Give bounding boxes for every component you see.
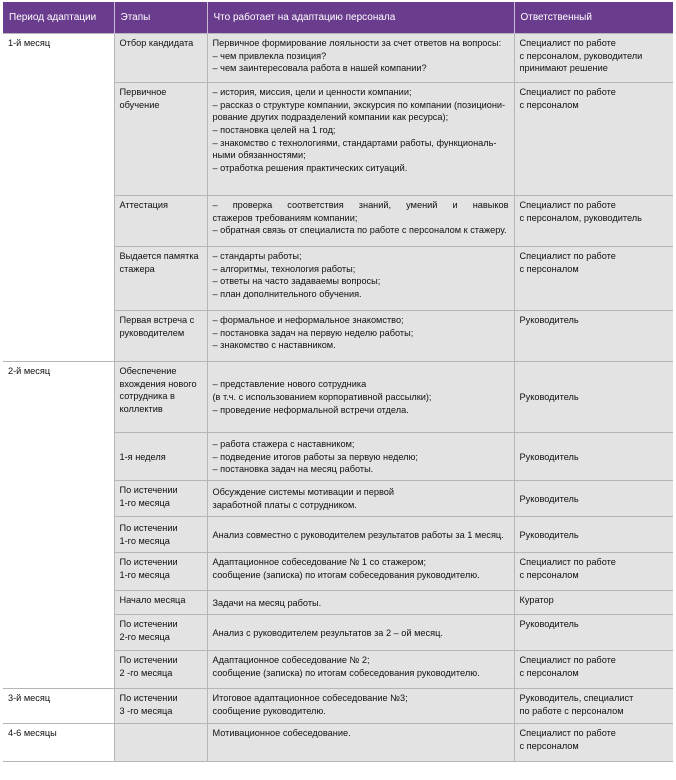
stage-cell-line: По истечении — [119, 523, 178, 534]
what-works-cell-line: – постановка задач на первую неделю работы; — [212, 327, 414, 338]
what-works-cell — [207, 591, 514, 615]
what-works-cell-line: – представление нового сотрудника — [212, 379, 367, 390]
what-works-cell-line: – знакомство с наставником. — [212, 340, 336, 351]
what-works-cell-line: – формальное и неформальное знакомство; — [212, 315, 404, 325]
stage-cell — [114, 724, 207, 762]
responsible-cell-line: с персоналом — [519, 667, 579, 678]
table-body — [3, 34, 673, 762]
stage-cell — [114, 83, 207, 196]
responsible-cell — [514, 196, 673, 247]
what-works-cell-line: – постановка целей на 1 год; — [212, 125, 336, 136]
what-works-cell-line: – постановка задач на месяц работы. — [212, 464, 374, 475]
responsible-cell — [514, 311, 673, 362]
responsible-cell — [514, 689, 673, 724]
stage-cell-line: 1-го месяца — [119, 497, 170, 508]
what-works-cell-line: сообщение руководителю. — [212, 705, 326, 716]
table-header-row — [3, 2, 673, 34]
stage-cell — [114, 689, 207, 724]
stage-cell-line: вхождения нового — [119, 378, 197, 389]
what-works-cell — [207, 247, 514, 311]
what-works-cell-line: – история, миссия, цели и ценности компании; — [212, 87, 412, 97]
what-works-cell — [207, 83, 514, 196]
stage-cell-line: По истечении — [119, 619, 178, 629]
responsible-cell — [514, 553, 673, 591]
what-works-cell-line: Задачи на месяц работы. — [212, 597, 322, 608]
what-works-cell-line: – работа стажера с наставником; — [212, 438, 355, 449]
what-works-cell — [207, 724, 514, 762]
stage-cell-line: Начало месяца — [119, 595, 186, 605]
responsible-cell-line: Специалист по работе — [519, 38, 616, 48]
what-works-cell-line: Адаптационное собеседование № 1 со стажером; — [212, 557, 427, 567]
responsible-cell-line: Специалист по работе — [519, 557, 616, 567]
what-works-cell-line: – план дополнительного обучения. — [212, 289, 362, 300]
period-cell: 1-й месяц — [3, 34, 114, 362]
responsible-cell-line: с персоналом — [519, 99, 579, 110]
what-works-cell-line: – алгоритмы, технология работы; — [212, 263, 356, 274]
responsible-cell-line: с персоналом — [519, 263, 579, 274]
stage-cell-line: 1-го месяца — [119, 536, 170, 546]
what-works-cell — [207, 689, 514, 724]
what-works-cell-line: рование других подразделений компании как ресурса); — [212, 112, 449, 123]
stage-cell-line: По истечении — [119, 557, 178, 567]
responsible-cell-line: Специалист по работе — [519, 655, 616, 665]
responsible-cell — [514, 651, 673, 689]
responsible-cell — [514, 591, 673, 615]
responsible-cell-line: принимают решение — [519, 63, 608, 74]
what-works-cell-line: Итоговое адаптационное собеседование №3; — [212, 693, 408, 703]
what-works-cell-line: заработной платы с сотрудником. — [212, 500, 357, 510]
stage-cell-line: По истечении — [119, 485, 178, 495]
stage-cell — [114, 591, 207, 615]
what-works-cell-line: (в т.ч. с использованием корпоративной рассылки); — [212, 392, 432, 403]
stage-cell — [114, 553, 207, 591]
period-cell: 3-й месяц — [3, 689, 114, 724]
responsible-cell-line: с персоналом — [519, 740, 579, 751]
what-works-cell — [207, 553, 514, 591]
responsible-cell-line: Руководитель — [519, 619, 579, 629]
what-works-cell-line: Анализ с руководителем результатов за 2 – ой месяц. — [212, 627, 443, 638]
what-works-cell — [207, 481, 514, 517]
table-row — [3, 362, 673, 433]
adaptation-table — [3, 2, 673, 762]
responsible-cell-line: Руководитель — [519, 392, 579, 403]
stage-cell-line: руководителем — [119, 327, 185, 338]
what-works-cell-line: ными обязанностями; — [212, 150, 306, 161]
stage-cell-line: Первичное — [119, 87, 167, 97]
stage-cell-line: Обеспечение — [119, 366, 177, 376]
stage-cell — [114, 34, 207, 83]
what-works-cell — [207, 517, 514, 553]
stage-cell-line: 1-го месяца — [119, 569, 170, 580]
what-works-cell-line: – рассказ о структуре компании, экскурсия по компании (позициони- — [212, 99, 506, 110]
responsible-cell-line: Руководитель — [519, 493, 579, 504]
stage-cell — [114, 615, 207, 651]
responsible-cell — [514, 724, 673, 762]
what-works-cell — [207, 615, 514, 651]
responsible-cell — [514, 615, 673, 651]
table-row — [3, 689, 673, 724]
what-works-cell-line: Адаптационное собеседование № 2; — [212, 655, 370, 665]
stage-cell — [114, 517, 207, 553]
responsible-cell — [514, 517, 673, 553]
stage-cell-line: 2-го месяца — [119, 631, 170, 642]
responsible-cell-line: с персоналом, руководители — [519, 50, 643, 61]
what-works-cell-line: – проверка соответствия знаний, умений и навыков — [212, 200, 509, 210]
what-works-cell-line: Обсуждение системы мотивации и первой — [212, 487, 395, 498]
responsible-cell-line: с персоналом, руководитель — [519, 212, 642, 223]
responsible-cell — [514, 247, 673, 311]
what-works-cell-line: – отработка решения практических ситуаций. — [212, 163, 408, 174]
responsible-cell — [514, 362, 673, 433]
table-row — [3, 724, 673, 762]
stage-cell-line: По истечении — [119, 655, 178, 665]
responsible-cell-line: Куратор — [519, 595, 554, 605]
responsible-cell-line: Специалист по работе — [519, 200, 616, 210]
stage-cell — [114, 311, 207, 362]
stage-cell-line: Выдается памятка — [119, 251, 199, 261]
what-works-cell-line: сообщение (записка) по итогам собеседования руководителю. — [212, 667, 480, 678]
responsible-cell — [514, 481, 673, 517]
stage-cell — [114, 481, 207, 517]
responsible-cell-line: Руководитель — [519, 529, 579, 540]
header-what-works: Что работает на адаптацию персонала — [207, 2, 514, 34]
stage-cell — [114, 247, 207, 311]
what-works-cell — [207, 311, 514, 362]
stage-cell-line: обучение — [119, 99, 160, 110]
what-works-cell-line: – чем привлекла позиция? — [212, 50, 327, 61]
stage-cell — [114, 433, 207, 481]
responsible-cell-line: Руководитель — [519, 315, 579, 325]
responsible-cell — [514, 83, 673, 196]
what-works-cell-line: – обратная связь от специалиста по работе с персоналом к стажеру. — [212, 225, 507, 236]
what-works-cell-line: – чем заинтересовала работа в нашей компании? — [212, 63, 427, 74]
header-period: Период адаптации — [3, 2, 114, 34]
what-works-cell — [207, 651, 514, 689]
what-works-cell-line: Первичное формирование лояльности за счет ответов на вопросы: — [212, 38, 502, 48]
what-works-cell-line: – подведение итогов работы за первую неделю; — [212, 451, 418, 462]
stage-cell-line: 2 -го месяца — [119, 667, 173, 678]
stage-cell-line: 3 -го месяца — [119, 705, 173, 716]
stage-cell — [114, 651, 207, 689]
responsible-cell-line: по работе с персоналом — [519, 705, 624, 716]
what-works-cell-line: – знакомство с технологиями, стандартами работы, функциональ- — [212, 137, 497, 148]
responsible-cell-line: Специалист по работе — [519, 728, 616, 738]
period-cell: 2-й месяц — [3, 362, 114, 689]
what-works-cell — [207, 34, 514, 83]
responsible-cell-line: Специалист по работе — [519, 87, 616, 97]
what-works-cell-line: Анализ совместно с руководителем результатов работы за 1 месяц. — [212, 529, 504, 540]
stage-cell-line: сотрудника в — [119, 391, 175, 402]
adaptation-table-container — [3, 2, 675, 762]
stage-cell-line: 1-я неделя — [119, 451, 166, 462]
stage-cell — [114, 196, 207, 247]
what-works-cell-line: – ответы на часто задаваемы вопросы; — [212, 276, 381, 287]
header-stages: Этапы — [114, 2, 207, 34]
what-works-cell-line: – проведение неформальной встречи отдела. — [212, 404, 409, 415]
stage-cell — [114, 362, 207, 433]
stage-cell-line: коллектив — [119, 404, 163, 415]
what-works-cell-line: Мотивационное собеседование. — [212, 728, 351, 738]
what-works-cell-line: сообщение (записка) по итогам собеседования руководителю. — [212, 569, 480, 580]
what-works-cell — [207, 362, 514, 433]
responsible-cell — [514, 433, 673, 481]
what-works-cell-line: стажеров требованиям компании; — [212, 212, 358, 223]
responsible-cell-line: с персоналом — [519, 569, 579, 580]
stage-cell-line: Первая встреча с — [119, 315, 195, 325]
stage-cell-line: Отбор кандидата — [119, 38, 194, 48]
period-cell: 4-6 месяцы — [3, 724, 114, 762]
responsible-cell-line: Руководитель, специалист — [519, 693, 634, 703]
what-works-cell — [207, 196, 514, 247]
stage-cell-line: По истечении — [119, 693, 178, 703]
responsible-cell-line: Специалист по работе — [519, 251, 616, 261]
header-responsible: Ответственный — [514, 2, 673, 34]
stage-cell-line: стажера — [119, 263, 155, 274]
table-row — [3, 34, 673, 83]
what-works-cell-line: – стандарты работы; — [212, 251, 302, 261]
stage-cell-line: Аттестация — [119, 200, 169, 210]
responsible-cell-line: Руководитель — [519, 451, 579, 462]
what-works-cell — [207, 433, 514, 481]
responsible-cell — [514, 34, 673, 83]
